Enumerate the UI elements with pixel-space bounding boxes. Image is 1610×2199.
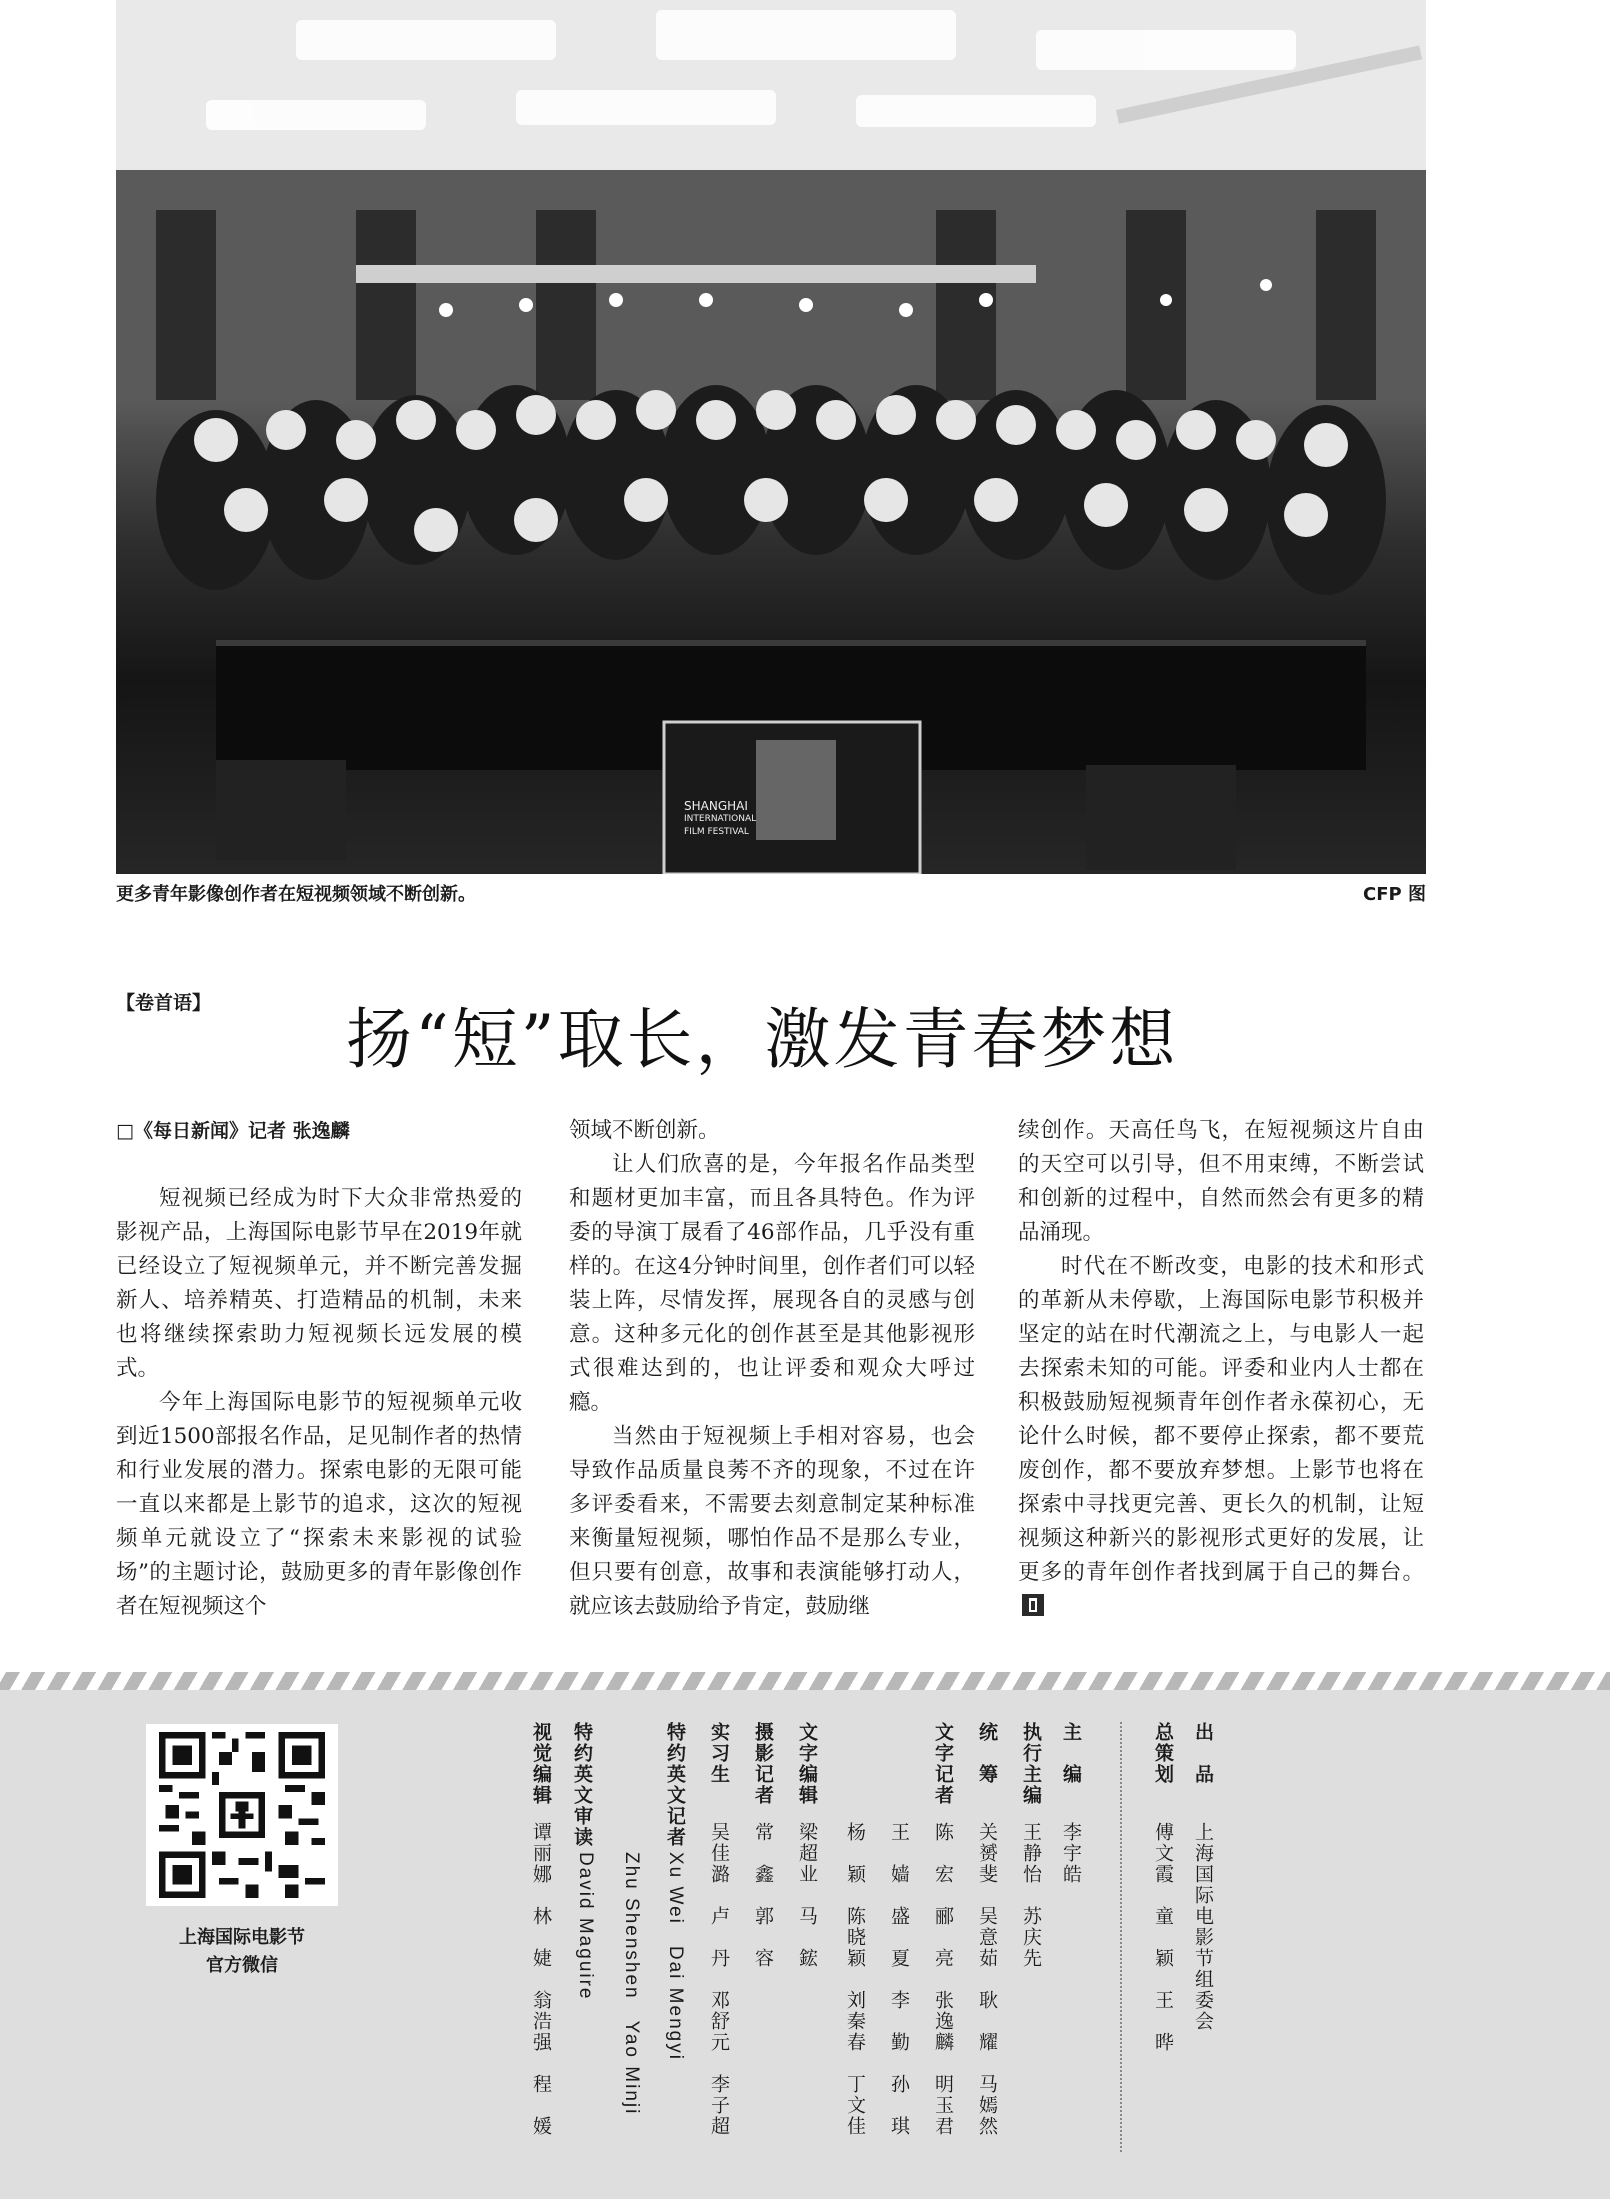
- credit-name-line: 谭丽娜 林 婕 翁浩强 程 媛: [530, 1822, 552, 2137]
- credit-name-line: Xu Wei Dai Mengyi: [665, 1852, 686, 2061]
- article-column-1: [116, 1114, 522, 1624]
- qr-label-line: 官方微信: [206, 1955, 278, 1976]
- credit-name-line: 吴佳潞 卢 丹 邓舒元 李子超: [708, 1822, 730, 2137]
- end-mark-icon: [1022, 1594, 1044, 1616]
- paragraph: 短视频已经成为时下大众非常热爱的影视产品，上海国际电影节早在2019年就已经设立了短视频单元，并不断完善发掘新人、培养精英、打造精品的机制，未来也将继续探索助力短视频长远发展的模式。: [116, 1186, 522, 1381]
- credit-role: 出 品: [1192, 1722, 1214, 1785]
- paragraph: 领域不断创新。: [569, 1118, 720, 1143]
- credit-role: 视觉编辑: [530, 1722, 552, 1806]
- credit-name-line: 上海国际电影节组委会: [1192, 1822, 1214, 2032]
- screen-text-line: FILM FESTIVAL: [684, 827, 749, 837]
- article-column-2: [569, 1114, 975, 1624]
- credit-name-line: 王 嫱 盛 夏 李 勤 孙 琪: [888, 1822, 910, 2137]
- section-tag: 【卷首语】: [116, 992, 212, 1014]
- headline: 扬“短”取长，激发青春梦想: [346, 1001, 1179, 1078]
- credit-name-line: 梁超业 马 鋐: [796, 1822, 818, 1969]
- credit-name-line: David Maguire: [575, 1852, 596, 2001]
- group-photo-illustration: [116, 0, 1426, 874]
- credit-name-line: 陈 宏 郦 亮 张逸麟 明玉君: [932, 1822, 954, 2137]
- credit-name-line: 王静怡 苏庆先: [1020, 1822, 1042, 1969]
- credit-name-line: 杨 颖 陈晓颖 刘秦春 丁文佳: [844, 1822, 866, 2137]
- paragraph: [1018, 1250, 1424, 1624]
- credit-name-line: 常 鑫 郭 容: [752, 1822, 774, 1969]
- credit-role: 实习生: [708, 1722, 730, 1785]
- credit-name-line: 李宇皓: [1060, 1822, 1082, 1885]
- paragraph: 当然由于短视频上手相对容易，也会导致作品质量良莠不齐的现象，不过在许多评委看来，不需要去刻意制定某种标准来衡量短视频，哪怕作品不是那么专业，但只要有创意，故事和表演能够打动人，就应该去鼓励给予肯定，鼓励继: [569, 1424, 975, 1619]
- credit-role: 执行主编: [1020, 1722, 1042, 1806]
- paragraph: 让人们欣喜的是，今年报名作品类型和题材更加丰富，而且各具特色。作为评委的导演丁晟看了46部作品，几乎没有重样的。在这4分钟时间里，创作者们可以轻装上阵，尽情发挥，展现各自的灵感与创意。这种多元化的创作甚至是其他影视形式很难达到的，也让评委和观众大呼过瘾。: [569, 1152, 975, 1415]
- event-photo: [116, 0, 1426, 874]
- divider-stripe: [0, 1672, 1610, 1690]
- credit-role: 主 编: [1060, 1722, 1082, 1785]
- credit-role: 摄影记者: [752, 1722, 774, 1806]
- credit-role: 统 筹: [976, 1722, 998, 1785]
- byline: □《每日新闻》记者 张逸麟: [116, 1120, 350, 1142]
- credit-name-line: 关赟斐 吴意茹 耿 耀 马嫣然: [976, 1822, 998, 2137]
- screen-text-line: SHANGHAI: [684, 799, 748, 813]
- credit-role: 文字记者: [932, 1722, 954, 1806]
- photo-credit: CFP 图: [1363, 884, 1426, 905]
- paragraph: 今年上海国际电影节的短视频单元收到近1500部报名作品，足见制作者的热情和行业发展的潜力。探索电影的无限可能一直以来都是上影节的追求，这次的短视频单元就设立了“探索未来影视的试验场”的主题讨论，鼓励更多的青年影像创作者在短视频这个: [116, 1390, 522, 1619]
- masthead-separator: [1120, 1722, 1122, 2152]
- credit-role: 特约英文记者: [664, 1722, 686, 1848]
- credit-role: 文字编辑: [796, 1722, 818, 1806]
- qr-code-icon: [146, 1724, 338, 1906]
- credit-role: 特约英文审读: [571, 1722, 593, 1848]
- credit-name-line: Zhu Shenshen Yao Minji: [621, 1852, 642, 2116]
- screen-text-line: INTERNATIONAL: [684, 814, 757, 824]
- screen-festival-text: [684, 800, 804, 839]
- qr-label-line: 上海国际电影节: [179, 1927, 305, 1948]
- qr-label: [130, 1924, 354, 1980]
- paragraph: 续创作。天高任鸟飞，在短视频这片自由的天空可以引导，但不用束缚，不断尝试和创新的过程中，自然而然会有更多的精品涌现。: [1018, 1118, 1424, 1245]
- photo-caption: 更多青年影像创作者在短视频领域不断创新。: [116, 884, 476, 905]
- credit-role: 总策划: [1152, 1722, 1174, 1785]
- credit-name-line: 傅文霞 童 颖 王 晔: [1152, 1822, 1174, 2053]
- article-column-3: [1018, 1114, 1424, 1624]
- paragraph-text: 时代在不断改变，电影的技术和形式的革新从未停歇，上海国际电影节积极并坚定的站在时代潮流之上，与电影人一起去探索未知的可能。评委和业内人士都在积极鼓励短视频青年创作者永葆初心，无论什么时候，都不要停止探索，都不要荒废创作，都不要放弃梦想。上影节也将在探索中寻找更完善、更长久的机制，让短视频这种新兴的影视形式更好的发展，让更多的青年创作者找到属于自己的舞台。: [1018, 1254, 1424, 1585]
